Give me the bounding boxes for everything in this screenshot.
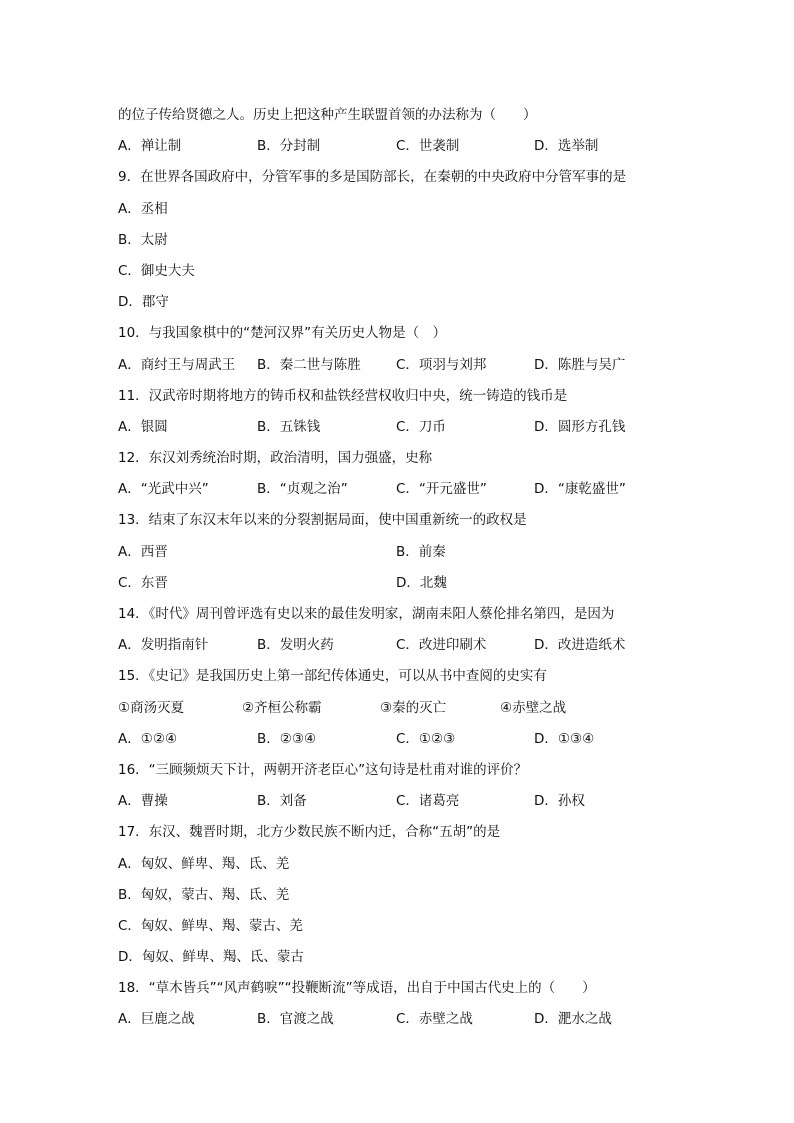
q15-statement-4: ④赤壁之战: [500, 699, 567, 716]
q15-option-d[interactable]: D．①③④: [534, 730, 595, 747]
q11-option-a[interactable]: A．银圆: [118, 418, 168, 435]
q15-options: [118, 724, 678, 755]
q14-option-a[interactable]: A．发明指南针: [118, 637, 209, 654]
q13-options-row2: [118, 568, 678, 599]
q10-option-c[interactable]: C．项羽与刘邦: [396, 356, 487, 373]
q11-option-d[interactable]: D．圆形方孔钱: [534, 418, 626, 435]
q16-option-b[interactable]: B．刘备: [257, 793, 307, 810]
q14-stem: 14．《时代》周刊曾评选有史以来的最佳发明家，湖南耒阳人蔡伦排名第四，是因为: [118, 606, 615, 622]
q17-option-a[interactable]: A．匈奴、鲜卑、羯、氐、羌: [118, 855, 290, 872]
q16-options: [118, 786, 678, 817]
q13-option-c[interactable]: C．东晋: [118, 574, 168, 591]
q13-options-row1: [118, 537, 678, 568]
q15-statements: [118, 693, 678, 724]
q15-statement-3: ③秦的灭亡: [380, 699, 447, 716]
q9-option-c[interactable]: C．御史大夫: [118, 262, 195, 279]
q16-stem: 16．“三顾频烦天下计，两朝开济老臣心”这句诗是杜甫对谁的评价？: [118, 761, 528, 778]
q8-stem-continued: 的位子传给贤德之人。历史上把这种产生联盟首领的办法称为（ ）: [118, 107, 537, 123]
q15-statement-1: ①商汤灭夏: [118, 699, 185, 716]
q11-stem: 11．汉武帝时期将地方的铸币权和盐铁经营权收归中央，统一铸造的钱币是: [118, 387, 568, 404]
q14-option-b[interactable]: B．发明火药: [257, 637, 334, 654]
q14-option-c[interactable]: C．改进印刷术: [396, 637, 487, 654]
q10-option-a[interactable]: A．商纣王与周武王: [118, 356, 236, 373]
q9-option-a[interactable]: A．丞相: [118, 200, 168, 217]
q13-stem: 13．结束了东汉末年以来的分裂割据局面，使中国重新统一的政权是: [118, 512, 527, 529]
q15-option-c[interactable]: C．①②③: [396, 730, 456, 747]
q16-option-c[interactable]: C．诸葛亮: [396, 793, 460, 810]
q9-option-d[interactable]: D．郡守: [118, 294, 169, 311]
q13-option-a[interactable]: A．西晋: [118, 543, 168, 560]
q10-options: [118, 350, 678, 381]
q17-option-b[interactable]: B．匈奴，蒙古、羯、氐、羌: [118, 886, 290, 903]
q8-option-c[interactable]: C．世袭制: [396, 138, 460, 155]
q12-option-a[interactable]: A．“光武中兴”: [118, 481, 209, 498]
q10-stem: 10．与我国象棋中的“楚河汉界”有关历史人物是（ ）: [118, 325, 447, 342]
q15-stem: 15．《史记》是我国历史上第一部纪传体通史，可以从书中查阅的史实有: [118, 668, 547, 685]
q13-option-d[interactable]: D．北魏: [396, 574, 447, 591]
q8-option-b[interactable]: B．分封制: [257, 138, 321, 155]
q12-option-d[interactable]: D．“康乾盛世”: [534, 481, 626, 498]
q12-stem: 12．东汉刘秀统治时期，政治清明，国力强盛，史称: [118, 450, 433, 467]
q9-stem: 9．在世界各国政府中，分管军事的多是国防部长，在秦朝的中央政府中分管军事的是: [118, 169, 627, 186]
q14-option-d[interactable]: D．改进造纸术: [534, 637, 626, 654]
q9-option-b[interactable]: B．太尉: [118, 231, 168, 248]
q18-options: [118, 1004, 678, 1035]
q16-option-d[interactable]: D．孙权: [534, 793, 585, 810]
q14-options: [118, 630, 678, 661]
q15-statement-2: ②齐桓公称霸: [242, 699, 322, 716]
q17-option-c[interactable]: C．匈奴、鲜卑、羯、蒙古、羌: [118, 917, 303, 934]
q13-option-b[interactable]: B．前秦: [396, 543, 446, 560]
q18-option-c[interactable]: C．赤壁之战: [396, 1011, 473, 1028]
q11-option-b[interactable]: B．五铢钱: [257, 418, 321, 435]
q11-option-c[interactable]: C．刀币: [396, 418, 446, 435]
q10-option-b[interactable]: B．秦二世与陈胜: [257, 356, 361, 373]
q10-option-d[interactable]: D．陈胜与吴广: [534, 356, 626, 373]
q15-option-a[interactable]: A．①②④: [118, 730, 178, 747]
q15-option-b[interactable]: B．②③④: [257, 730, 317, 747]
q12-options: [118, 474, 678, 505]
q18-option-a[interactable]: A．巨鹿之战: [118, 1011, 195, 1028]
q18-stem: 18．“草木皆兵”“风声鹤唳”“投鞭断流”等成语，出自于中国古代史上的（ ）: [118, 980, 596, 997]
q17-option-d[interactable]: D．匈奴、鲜卑、羯、氐、蒙古: [118, 949, 304, 966]
q18-option-d[interactable]: D．淝水之战: [534, 1011, 612, 1028]
q16-option-a[interactable]: A．曹操: [118, 793, 168, 810]
q8-option-a[interactable]: A．禅让制: [118, 138, 182, 155]
q8-options: [118, 131, 678, 162]
q8-option-d[interactable]: D．选举制: [534, 138, 599, 155]
q12-option-c[interactable]: C．“开元盛世”: [396, 481, 487, 498]
question-list: [118, 100, 678, 1036]
q12-option-b[interactable]: B．“贞观之治”: [257, 481, 348, 498]
q17-stem: 17．东汉、魏晋时期，北方少数民族不断内迁，合称“五胡”的是: [118, 824, 501, 841]
q18-option-b[interactable]: B．官渡之战: [257, 1011, 334, 1028]
q11-options: [118, 412, 678, 443]
